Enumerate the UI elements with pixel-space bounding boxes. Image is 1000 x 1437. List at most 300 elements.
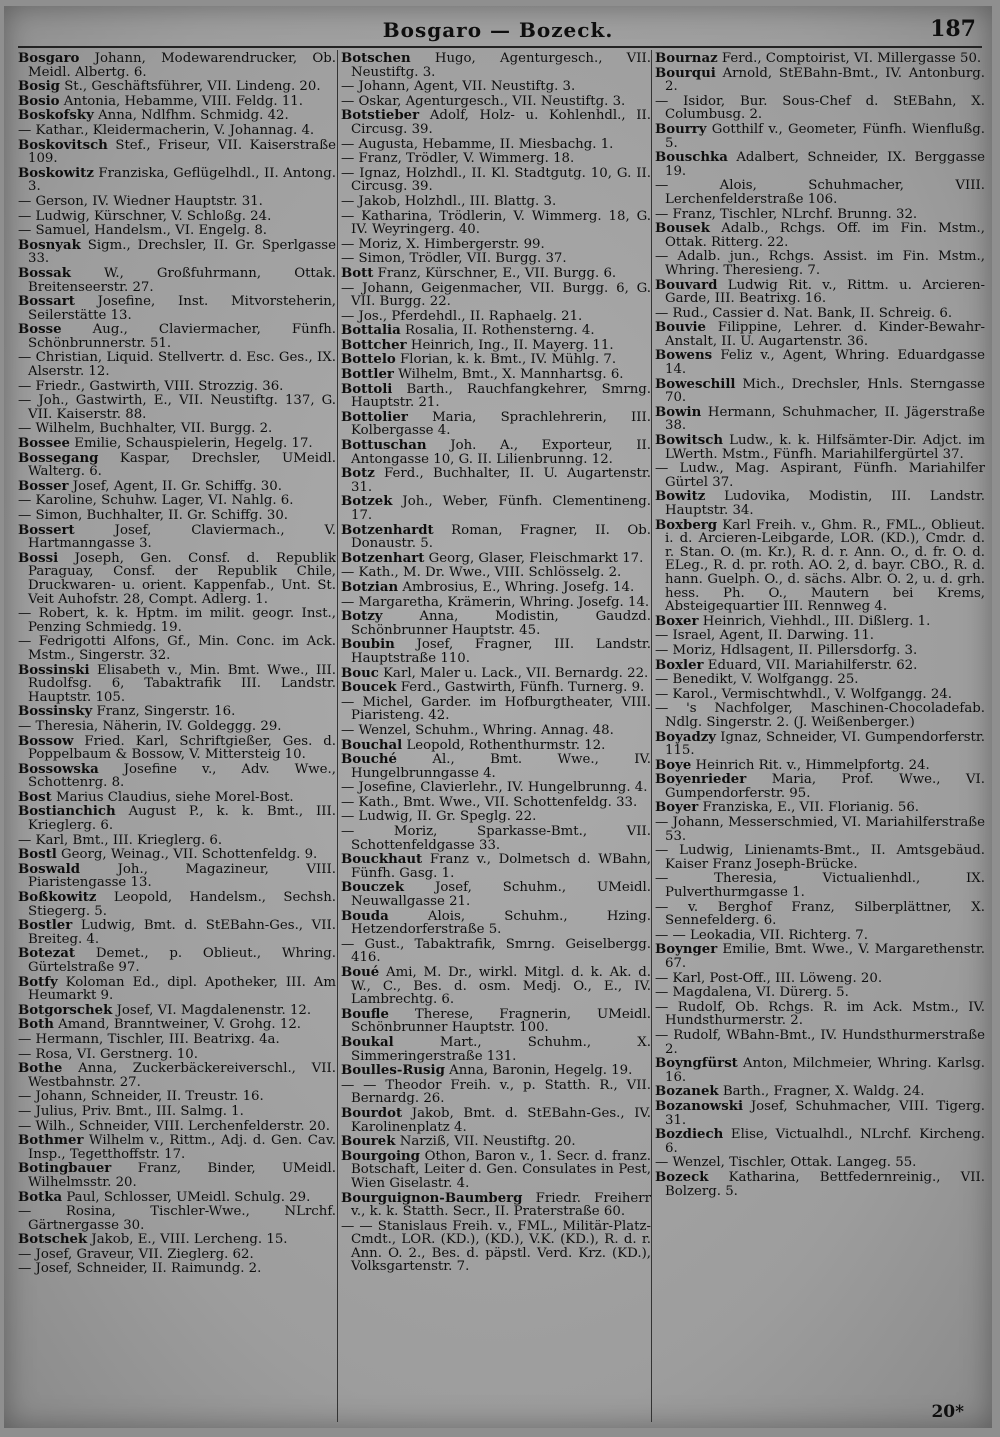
directory-entry (655, 462, 985, 489)
directory-entry (655, 1029, 985, 1056)
directory-entry (18, 1205, 336, 1232)
directory-entry (18, 1262, 336, 1276)
directory-entry (655, 95, 985, 122)
entry-details: — Simon, Trödler, VII. Burgg. 37. (341, 251, 567, 267)
header-rule (18, 46, 982, 48)
directory-entry (341, 853, 651, 880)
directory-entry (341, 881, 651, 908)
entry-details: Ludwig Rit. v., Rittm. u. Arcieren-Garde, III. Beatrixg. 16. (665, 277, 985, 307)
entry-surname: Botstieber (341, 108, 420, 124)
directory-entry (18, 735, 336, 762)
entry-details: Franziska, Geflügelhdl., II. Antong. 3. (28, 165, 336, 195)
entry-details: Gotthilf v., Geometer, Fünfh. Wienflußg. 5. (665, 121, 985, 151)
entry-details: — Ludwig, Kürschner, V. Schloßg. 24. (18, 208, 272, 224)
entry-details: Joseph, Gen. Consf. d. Republik Paraguay, Consf. der Republik Chile, Druckwaren- u. orient. Kappenfab., Unt. St. Veit Auhofstr. 28, Compt. Adlerg. 1. (28, 550, 336, 607)
entry-details: Leopold, Rothenthurmstr. 12. (406, 737, 606, 753)
entry-details: Adalb., Rchgs. Off. im Fin. Mstm., Ottak. Ritterg. 22. (665, 221, 985, 250)
entry-details: — Alois, Schuhmacher, VIII. Lerchenfelderstraße 106. (655, 178, 985, 207)
directory-entry (341, 52, 651, 79)
entry-surname: Bowitz (655, 489, 706, 505)
directory-entry (341, 681, 651, 695)
directory-entry (341, 810, 651, 824)
directory-entry (655, 629, 985, 643)
entry-details: — Gerson, IV. Wiedner Hauptstr. 31. (18, 193, 263, 209)
directory-entry (341, 1107, 651, 1134)
directory-entry (18, 805, 336, 832)
entry-details: — Robert, k. k. Hptm. im milit. geogr. Inst., Penzing Schmiedg. 19. (18, 606, 336, 635)
directory-entry (18, 124, 336, 138)
entry-details: — Wenzel, Schuhm., Whring. Annag. 48. (341, 722, 614, 738)
directory-entry (341, 252, 651, 266)
entry-details: Anna, Modistin, Gaudzd. Schönbrunner Hauptstr. 45. (351, 609, 651, 638)
entry-surname: Botfy (18, 974, 58, 990)
entry-details: Aug., Claviermacher, Fünfh. Schönbrunnerstr. 51. (28, 322, 336, 351)
entry-surname: Bottolier (341, 409, 408, 425)
entry-details: — Julius, Priv. Bmt., III. Salmg. 1. (18, 1103, 244, 1119)
entry-surname: Bosgaro (18, 52, 80, 66)
directory-entry (18, 195, 336, 209)
entry-details: — Karl, Post-Off., III. Löweng. 20. (655, 970, 883, 986)
directory-entry (18, 394, 336, 421)
directory-entry (341, 1220, 651, 1274)
entry-surname: Bourry (655, 121, 707, 137)
directory-entry (655, 123, 985, 150)
entry-surname: Bossak (18, 265, 71, 281)
entry-surname: Boulles-Rusig (341, 1063, 445, 1079)
directory-entry (18, 863, 336, 890)
directory-entry (18, 607, 336, 634)
directory-entry (655, 759, 985, 773)
directory-entry (18, 139, 336, 166)
entry-details: — Oskar, Agenturgesch., VII. Neustiftg. 3. (341, 93, 626, 109)
directory-entry (18, 1162, 336, 1189)
directory-entry (655, 378, 985, 405)
entry-details: Ferd., Buchhalter, II. U. Augartenstr. 31. (351, 466, 651, 495)
entry-details: Wilhelm v., Rittm., Adj. d. Gen. Cav. Insp., Tegetthoffstr. 17. (28, 1133, 336, 1162)
directory-entry (18, 705, 336, 719)
entry-details: Mart., Schuhm., X. Simmeringerstraße 131. (351, 1034, 651, 1064)
entry-surname: Botezat (18, 946, 76, 962)
entry-surname: Bouché (341, 752, 397, 768)
directory-entry (18, 295, 336, 322)
directory-entry (655, 929, 985, 943)
entry-details: Anton, Milchmeier, Whring. Karlsg. 16. (665, 1056, 985, 1085)
entry-details: Ludwig, Bmt. d. StEBahn-Ges., VII. Breiteg. 4. (28, 918, 336, 947)
directory-entry (18, 1134, 336, 1161)
entry-details: — Rosa, VI. Gerstnerg. 10. (18, 1046, 198, 1062)
entry-details: Franz, Kürschner, E., VII. Burgg. 6. (377, 265, 617, 281)
entry-details: Heinrich, Ing., II. Mayerg. 11. (410, 337, 614, 353)
entry-surname: Bowin (655, 404, 702, 420)
entry-details: Josef, Schuhm., UMeidl. Neuwallgasse 21. (351, 880, 651, 910)
entry-details: Joh., Magazineur, VIII. Piaristengasse 13. (28, 861, 336, 891)
entry-details: — Margaretha, Krämerin, Whring. Josefg. 14. (341, 594, 650, 610)
entry-details: — Fedrigotti Alfons, Gf., Min. Conc. im Ack. Mstm., Singerstr. 32. (18, 634, 336, 663)
directory-entry (18, 1191, 336, 1205)
entry-surname: Bourgoing (341, 1148, 420, 1164)
directory-page (4, 6, 992, 1428)
entry-details: Franziska, E., VII. Florianig. 56. (702, 800, 920, 816)
entry-details: — Kath., Bmt. Wwe., VII. Schottenfeldg. 33. (341, 794, 638, 810)
directory-entry (18, 664, 336, 705)
entry-details: — Joh., Gastwirth, E., VII. Neustiftg. 137, G. VII. Kaiserstr. 88. (18, 393, 336, 422)
entry-details: — Rudolf, Ob. Rchgs. R. im Ack. Mstm., IV. Hundsthurmerstr. 2. (655, 999, 985, 1029)
directory-entry (655, 801, 985, 815)
entry-surname: Boxler (655, 657, 704, 673)
entry-surname: Boskovitsch (18, 137, 108, 153)
entry-details: Heinrich, Viehhdl., III. Dißlerg. 1. (702, 613, 931, 629)
entry-details: Franz, Binder, UMeidl. Wilhelmsstr. 20. (28, 1161, 336, 1190)
entry-details: Roman, Fragner, II. Ob. Donaustr. 5. (351, 522, 651, 552)
entry-details: — Isidor, Bur. Sous-Chef d. StEBahn, X. Columbusg. 2. (655, 93, 985, 123)
entry-details: — Karol., Vermischtwhdl., V. Wolfgangg. 24. (655, 686, 953, 702)
column-3 (655, 52, 985, 1420)
directory-entry (341, 696, 651, 723)
column-1 (18, 52, 336, 1420)
entry-details: Narziß, VII. Neustiftg. 20. (399, 1134, 576, 1150)
entry-details: Hugo, Agenturgesch., VII. Neustiftg. 3. (351, 52, 651, 80)
entry-details: Maria, Sprachlehrerin, III. Kolbergasse 4. (351, 409, 651, 439)
entry-surname: Boyenrieder (655, 772, 747, 788)
directory-entry (655, 644, 985, 658)
directory-entry (341, 95, 651, 109)
directory-entry (655, 1001, 985, 1028)
entry-surname: Bousek (655, 221, 710, 237)
entry-details: Amand, Branntweiner, V. Grohg. 12. (58, 1017, 302, 1033)
entry-details: — Wenzel, Tischler, Ottak. Langeg. 55. (655, 1155, 917, 1171)
entry-details: Rosalia, II. Rothensterng. 4. (404, 323, 595, 339)
column-2 (341, 52, 651, 1420)
entry-details: Demet., p. Oblieut., Whring. Gürtelstraße 97. (28, 946, 336, 975)
directory-entry (341, 495, 651, 522)
directory-entry (18, 323, 336, 350)
directory-entry (18, 351, 336, 378)
entry-details: Josefine, Inst. Mitvorsteherin, Seilerstätte 13. (28, 294, 336, 323)
entry-details: — Wilhelm, Buchhalter, VII. Burgg. 2. (18, 421, 273, 437)
entry-details: — Josefine, Clavierlehr., IV. Hungelbrunng. 4. (341, 780, 648, 796)
entry-surname: Bosnyak (18, 237, 81, 253)
entry-details: Joh., Weber, Fünfh. Clementineng. 17. (351, 494, 651, 523)
directory-entry (341, 80, 651, 94)
entry-details: Eduard, VII. Mariahilferstr. 62. (707, 657, 918, 673)
entry-details: — Adalb. jun., Rchgs. Assist. im Fin. Mstm., Whring. Theresieng. 7. (655, 249, 985, 278)
directory-entry (655, 872, 985, 899)
entry-surname: Bothmer (18, 1133, 84, 1149)
page-header (4, 12, 992, 46)
directory-entry (341, 1064, 651, 1078)
directory-entry (655, 901, 985, 928)
entry-details: Leopold, Handelsm., Sechsh. Stiegerg. 5. (28, 890, 336, 919)
entry-surname: Bostler (18, 918, 73, 934)
entry-details: Ignaz, Schneider, VI. Gumpendorferstr. 115. (665, 729, 985, 759)
directory-entry (341, 825, 651, 852)
entry-surname: Boskofsky (18, 108, 94, 124)
entry-details: Karl, Maler u. Lack., VII. Bernardg. 22. (383, 665, 649, 681)
directory-entry (18, 167, 336, 194)
directory-entry (341, 581, 651, 595)
directory-entry (341, 781, 651, 795)
directory-entry (655, 702, 985, 729)
entry-details: — Simon, Buchhalter, II. Gr. Schiffg. 30. (18, 508, 289, 523)
entry-details: Hermann, Schuhmacher, II. Jägerstraße 38. (665, 404, 985, 434)
directory-entry (18, 1048, 336, 1062)
entry-details: Ambrosius, E., Whring. Josefg. 14. (402, 579, 635, 595)
entry-details: — Katharina, Trödlerin, V. Wimmerg. 18, G. IV. Weyringerg. 40. (341, 208, 651, 238)
directory-entry (18, 1090, 336, 1104)
directory-entry (341, 938, 651, 965)
directory-entry (18, 422, 336, 436)
directory-entry (341, 467, 651, 494)
entry-details: Mich., Drechsler, Hnls. Sterngasse 70. (665, 376, 985, 406)
entry-details: Anna, Ndlfhm. Schmidg. 42. (98, 108, 289, 124)
directory-entry (341, 796, 651, 810)
directory-entry (655, 179, 985, 206)
directory-entry (18, 509, 336, 523)
entry-details: Wilhelm, Bmt., X. Mannhartsg. 6. (398, 367, 624, 383)
entry-details: Franz v., Dolmetsch d. WBahn, Fünfh. Gasg. 1. (351, 852, 651, 881)
entry-surname: Bossow (18, 733, 74, 749)
directory-entry (655, 321, 985, 348)
entry-details: — Ludwig, II. Gr. Speglg. 22. (341, 809, 537, 825)
directory-entry (341, 210, 651, 237)
entry-surname: Botzek (341, 494, 393, 510)
entry-details: — Johann, Agent, VII. Neustiftg. 3. (341, 79, 576, 95)
entry-surname: Bouvie (655, 320, 707, 336)
directory-entry (18, 52, 336, 79)
directory-entry (655, 1085, 985, 1099)
entry-details: Josef, Agent, II. Gr. Schiffg. 30. (72, 478, 282, 494)
entry-details: Georg, Weinag., VII. Schottenfeldg. 9. (61, 847, 318, 863)
directory-entry (655, 688, 985, 702)
directory-entry (655, 208, 985, 222)
directory-entry (655, 673, 985, 687)
entry-details: Stef., Friseur, VII. Kaiserstraße 109. (28, 137, 336, 167)
signature-mark: 20* (931, 1402, 964, 1422)
directory-entry (18, 109, 336, 123)
entry-surname: Bossee (18, 436, 70, 452)
entry-surname: Botzenhardt (341, 522, 434, 538)
directory-entry (341, 524, 651, 551)
entry-surname: Botschen (341, 52, 411, 66)
directory-entry (18, 1018, 336, 1032)
entry-details: — Samuel, Handelsm., VI. Engelg. 8. (18, 223, 268, 239)
entry-details: — Wilh., Schneider, VIII. Lerchenfelderstr. 20. (18, 1118, 330, 1134)
directory-entry (655, 1100, 985, 1127)
directory-entry (655, 773, 985, 800)
entry-surname: Bozeck (655, 1169, 709, 1185)
entry-details: — Theresia, Näherin, IV. Goldeggg. 29. (18, 718, 282, 734)
column-divider (651, 50, 652, 1422)
directory-entry (341, 282, 651, 309)
entry-details: Fried. Karl, Schriftgießer, Ges. d. Poppelbaum & Bossow, V. Mittersteig 10. (28, 733, 336, 763)
entry-details: Emilie, Schauspielerin, Hegelg. 17. (74, 436, 313, 452)
directory-entry (655, 250, 985, 277)
entry-surname: Botz (341, 466, 375, 482)
entry-surname: Boukal (341, 1034, 394, 1050)
entry-details: Antonia, Hebamme, VIII. Feldg. 11. (63, 93, 303, 109)
entry-details: Josef, Schuhmacher, VIII. Tigerg. 31. (665, 1098, 985, 1128)
entry-surname: Bournaz (655, 52, 718, 66)
entry-details: Ferd., Gastwirth, Fünfh. Turnerg. 9. (400, 680, 645, 696)
directory-entry (341, 910, 651, 937)
entry-surname: Boweschill (655, 376, 736, 392)
entry-details: August P., k. k. Bmt., III. Krieglerg. 6. (28, 804, 336, 834)
entry-surname: Bouvard (655, 277, 718, 293)
entry-details: — Kath., M. Dr. Wwe., VIII. Schlösselg. 2. (341, 565, 622, 581)
entry-surname: Bourek (341, 1134, 396, 1150)
entry-details: Johann, Modewarendrucker, Ob. Meidl. Albertg. 6. (28, 52, 336, 80)
entry-surname: Boxberg (655, 517, 718, 533)
entry-details: Al., Bmt. Wwe., IV. Hungelbrunngasse 4. (351, 752, 651, 781)
entry-details: Anna, Zuckerbäckereiverschl., VII. Westbahnstr. 27. (28, 1061, 336, 1090)
entry-surname: Botschek (18, 1232, 88, 1248)
directory-entry (655, 151, 985, 178)
directory-entry (18, 437, 336, 451)
entry-details: — Franz, Trödler, V. Wimmerg. 18. (341, 151, 575, 167)
directory-entry (655, 731, 985, 758)
directory-entry (655, 490, 985, 517)
directory-entry (341, 1135, 651, 1149)
entry-details: — Hermann, Tischler, III. Beatrixg. 4a. (18, 1031, 280, 1047)
entry-details: — Johann, Messerschmied, VI. Mariahilferstraße 53. (655, 815, 985, 844)
entry-details: Friedr. Freiherr v., k. k. Statth. Secr., II. Praterstraße 60. (351, 1190, 651, 1220)
entry-surname: Bouschka (655, 150, 728, 166)
entry-details: Elisabeth v., Min. Bmt. Wwe., III. Rudolfsg. 6, Tabaktrafik III. Landstr. Hauptstr. 105. (28, 662, 336, 705)
entry-surname: Bothe (18, 1061, 63, 1077)
directory-entry (341, 238, 651, 252)
entry-surname: Bottalia (341, 323, 401, 339)
entry-details: — Ludw., Mag. Aspirant, Fünfh. Mariahilfer Gürtel 37. (655, 461, 985, 490)
entry-surname: Bottcher (341, 337, 407, 353)
entry-surname: Bostl (18, 847, 57, 863)
entry-surname: Bourdot (341, 1105, 403, 1121)
directory-entry (341, 552, 651, 566)
entry-details: Maria, Prof. Wwe., VI. Gumpendorferstr. 95. (665, 772, 985, 801)
entry-details: Jakob, Bmt. d. StEBahn-Ges., IV. Karolinenplatz 4. (351, 1105, 651, 1135)
directory-entry (655, 434, 985, 461)
entry-surname: Bourqui (655, 65, 716, 81)
directory-entry (18, 524, 336, 551)
entry-surname: Bossart (18, 294, 75, 310)
directory-entry (341, 411, 651, 438)
entry-details: Adolf, Holz- u. Kohlenhdl., II. Circusg. 39. (351, 108, 651, 137)
entry-surname: Boué (341, 965, 380, 980)
directory-entry (341, 109, 651, 136)
directory-entry (655, 844, 985, 871)
entry-surname: Bottelo (341, 352, 396, 368)
entry-details: — Gust., Tabaktrafik, Smrng. Geiselbergg. 416. (341, 936, 651, 966)
entry-details: Elise, Victualhdl., NLrchf. Kircheng. 6. (665, 1127, 985, 1156)
directory-entry (341, 753, 651, 780)
directory-entry (655, 1057, 985, 1084)
directory-entry (341, 353, 651, 367)
directory-entry (655, 943, 985, 970)
entry-details: Ludw., k. k. Hilfsämter-Dir. Adjct. im LWerth. Mstm., Fünfh. Mariahilfergürtel 37. (665, 433, 985, 462)
entry-surname: Boubin (341, 637, 395, 653)
entry-surname: Bossegang (18, 450, 99, 466)
directory-entry (655, 1171, 985, 1198)
entry-surname: Bosse (18, 322, 62, 338)
entry-details: Arnold, StEBahn-Bmt., IV. Antonburg. 2. (665, 65, 985, 95)
entry-details: Heinrich Rit. v., Himmelpfortg. 24. (695, 757, 930, 773)
entry-details: — Michel, Garder. im Hofburgtheater, VIII. Piaristeng. 42. (341, 694, 651, 724)
directory-entry (655, 52, 985, 66)
entry-surname: Boyngfürst (655, 1056, 738, 1072)
entry-details: — Jos., Pferdehdl., II. Raphaelg. 21. (341, 308, 583, 324)
entry-details: — Franz, Tischler, NLrchf. Brunng. 32. (655, 206, 918, 222)
entry-details: Feliz v., Agent, Whring. Eduardgasse 14. (665, 348, 985, 378)
entry-surname: Bottuschan (341, 438, 427, 454)
entry-details: Othon, Baron v., 1. Secr. d. franz. Botschaft, Leiter d. Gen. Consulates in Pest, Wien Giselastr. 4. (351, 1148, 651, 1191)
directory-entry (18, 224, 336, 238)
directory-entry (341, 152, 651, 166)
directory-entry (655, 615, 985, 629)
entry-details: — Rudolf, WBahn-Bmt., IV. Hundsthurmerstraße 2. (655, 1027, 985, 1057)
entry-details: — Augusta, Hebamme, II. Miesbachg. 1. (341, 136, 614, 152)
directory-entry (341, 439, 651, 466)
entry-details: Barth., Fragner, X. Waldg. 24. (722, 1084, 925, 1100)
entry-details: — Rosina, Tischler-Wwe., NLrchf. Gärtnergasse 30. (18, 1204, 336, 1233)
directory-entry (341, 966, 651, 1007)
entry-surname: Boyer (655, 800, 699, 816)
directory-entry (18, 380, 336, 394)
directory-entry (655, 67, 985, 94)
entry-details: Florian, k. k. Bmt., IV. Mühlg. 7. (400, 352, 617, 368)
entry-surname: Bosser (18, 478, 69, 494)
entry-details: St., Geschäftsführer, VII. Lindeng. 20. (64, 79, 321, 95)
directory-entry (18, 267, 336, 294)
directory-entry (655, 349, 985, 376)
entry-surname: Botka (18, 1189, 63, 1205)
directory-entry (341, 566, 651, 580)
entry-details: Filippine, Lehrer. d. Kinder-Bewahr-Anstalt, II. U. Augartenstr. 36. (665, 320, 985, 349)
directory-entry (341, 667, 651, 681)
directory-entry (18, 635, 336, 662)
entry-details: Josef, Fragner, III. Landstr. Hauptstraße 110. (351, 637, 651, 666)
directory-entry (655, 307, 985, 321)
entry-surname: Both (18, 1017, 54, 1033)
entry-surname: Boßkowitz (18, 890, 97, 906)
entry-surname: Boucek (341, 680, 397, 696)
directory-entry (18, 95, 336, 109)
entry-details: — Ludwig, Linienamts-Bmt., II. Amtsgebäud. Kaiser Franz Joseph-Brücke. (655, 843, 985, 872)
entry-details: Franz, Singerstr. 16. (96, 704, 236, 720)
directory-entry (18, 80, 336, 94)
directory-entry (341, 138, 651, 152)
entry-surname: Bosig (18, 79, 60, 95)
entry-details: — v. Berghof Franz, Silberplättner, X. Sennefelderg. 6. (655, 899, 985, 929)
entry-surname: Botzy (341, 609, 383, 625)
entry-details: — Kathar., Kleidermacherin, V. Johannag. 4. (18, 122, 315, 138)
entry-surname: Bossowska (18, 761, 99, 777)
directory-entry (655, 972, 985, 986)
entry-surname: Bouchal (341, 737, 403, 753)
directory-entry (655, 406, 985, 433)
entry-surname: Botingbauer (18, 1161, 112, 1177)
entry-surname: Bouc (341, 665, 379, 681)
page-title: Bosgaro — Bozeck. (382, 18, 614, 42)
entry-details: Katharina, Bettfedernreinig., VII. Bolzerg. 5. (665, 1169, 985, 1199)
entry-details: — Johann, Geigenmacher, VII. Burgg. 6, G. VII. Burgg. 22. (341, 280, 651, 310)
directory-entry (655, 816, 985, 843)
directory-entry (18, 494, 336, 508)
directory-entry (18, 947, 336, 974)
entry-surname: Botgorschek (18, 1002, 113, 1018)
directory-entry (341, 167, 651, 194)
directory-entry (341, 1036, 651, 1063)
directory-entry (655, 519, 985, 614)
entry-surname: Bouczek (341, 880, 405, 896)
